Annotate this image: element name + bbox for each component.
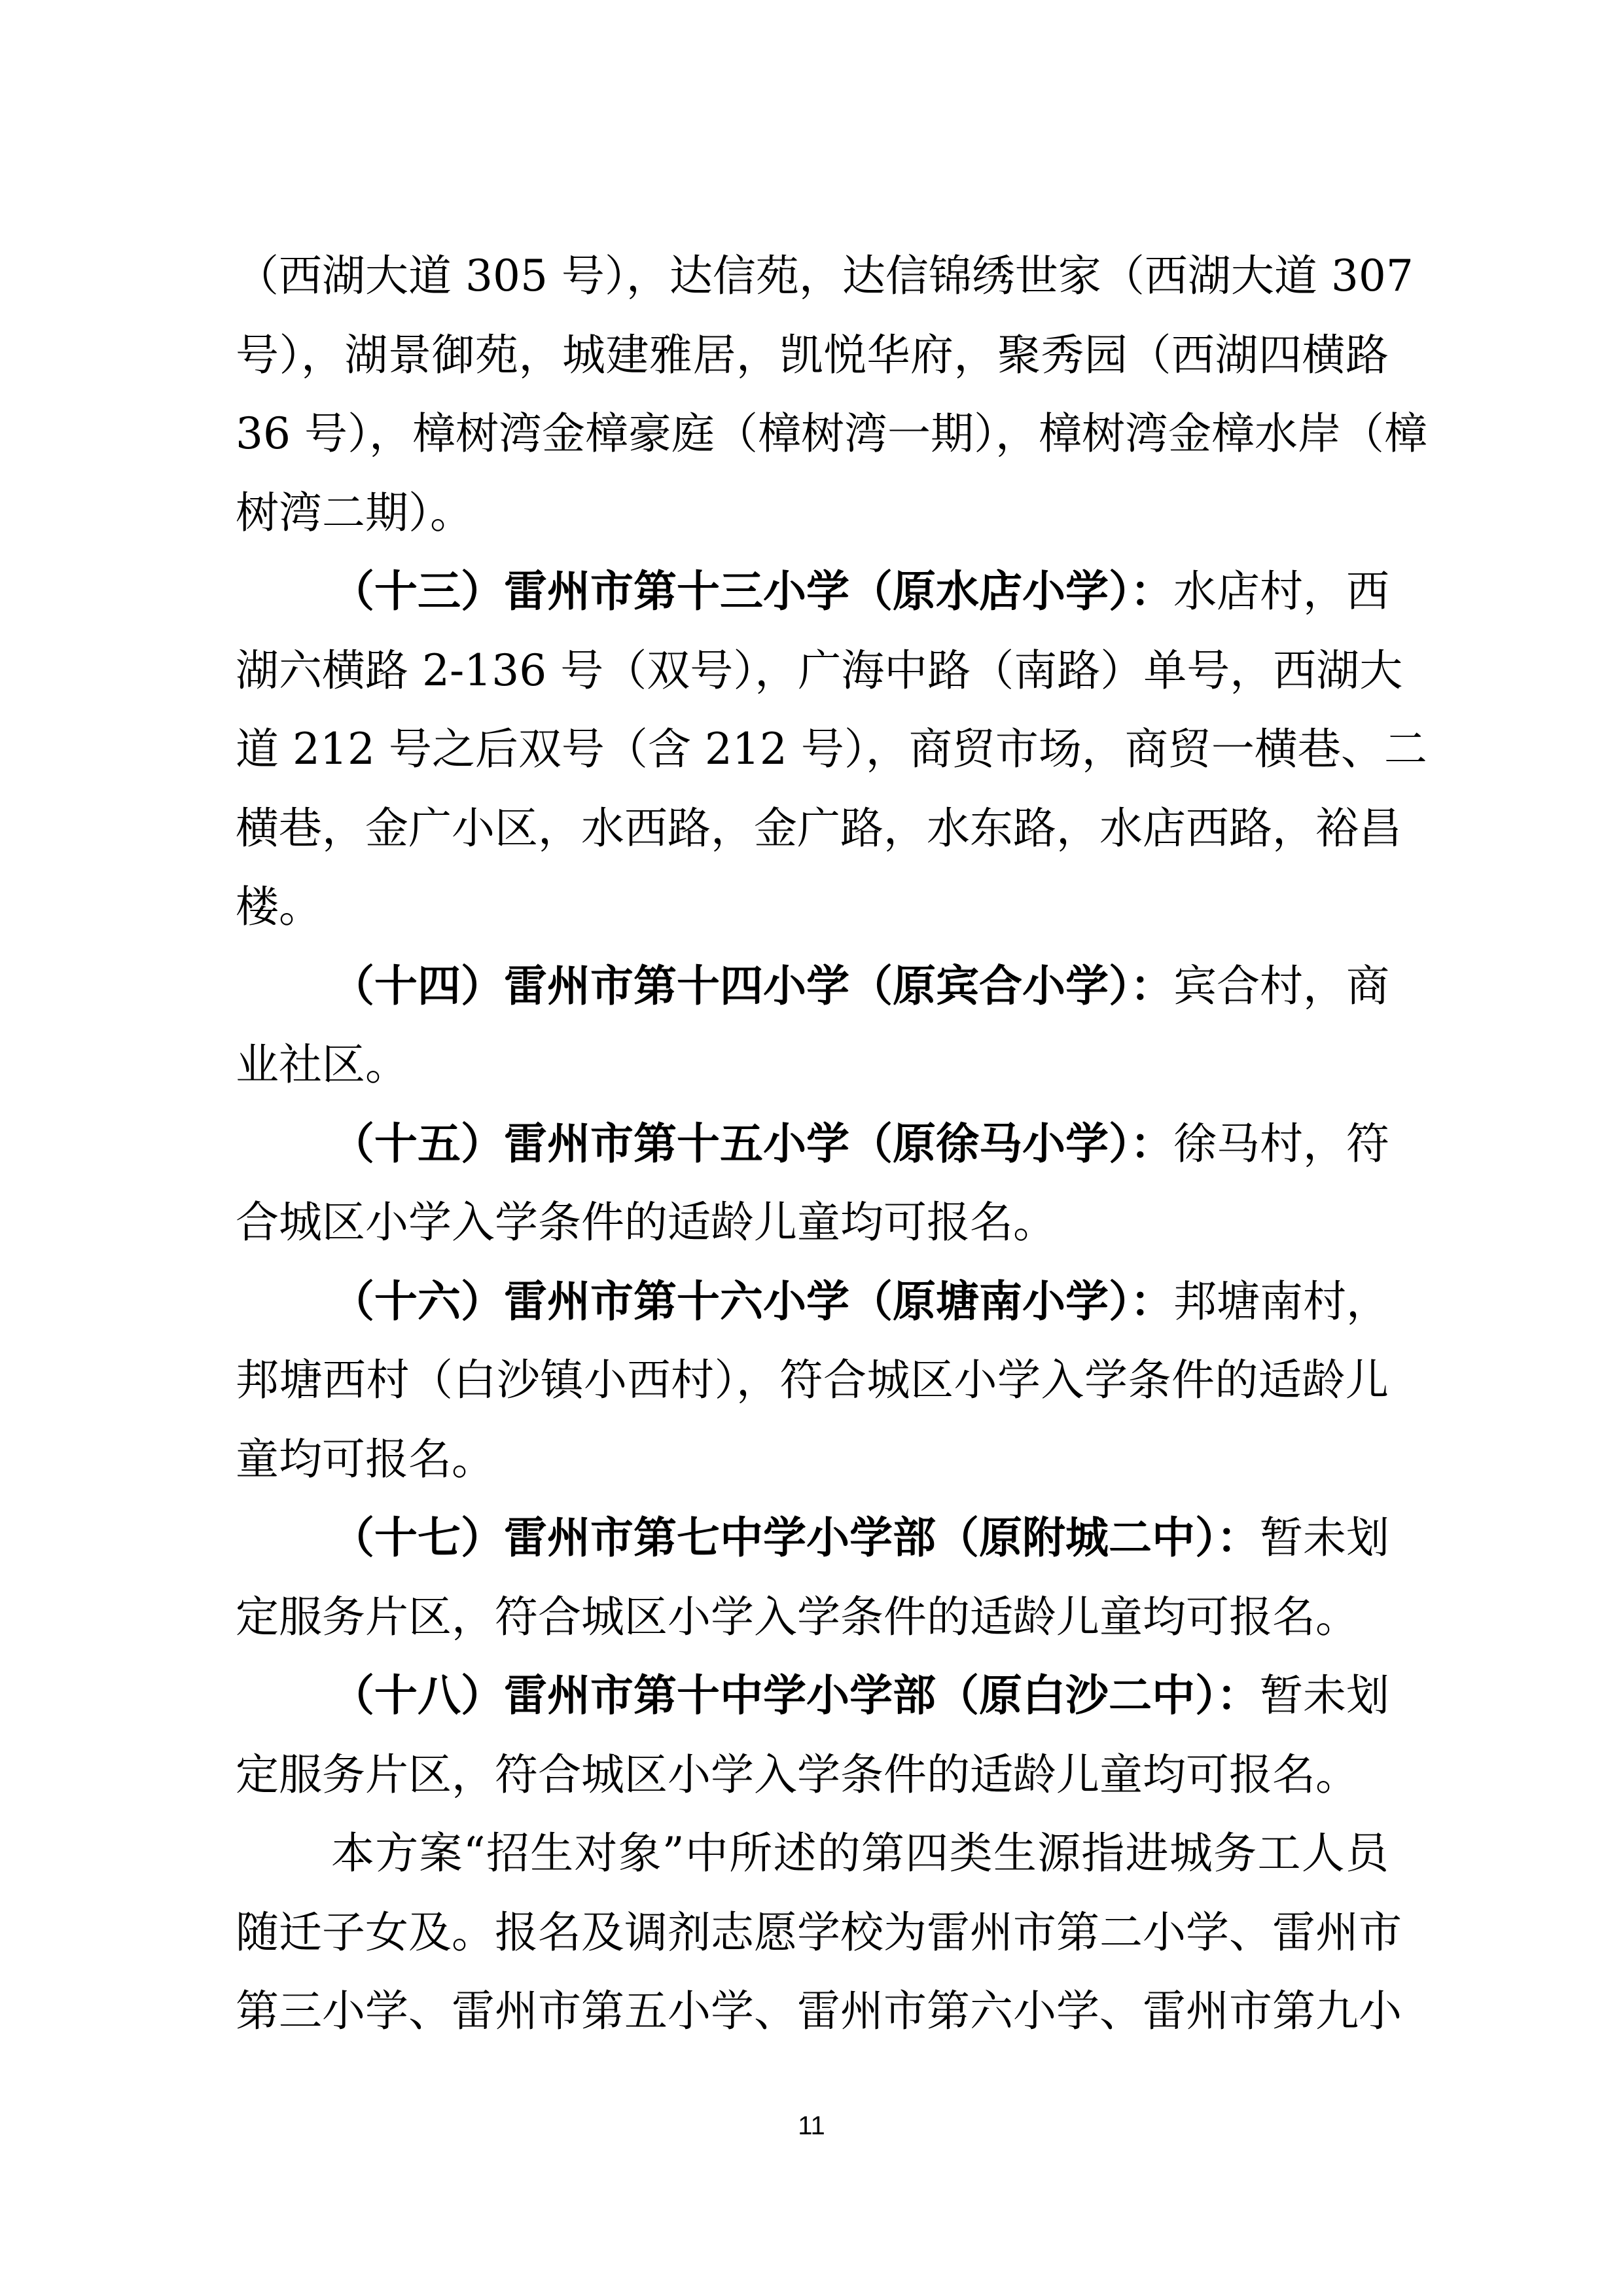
text-line: 道 212 号之后双号（含 212 号），商贸市场，商贸一横巷、二 — [236, 724, 1427, 774]
text-run: 暂未划 — [1260, 1513, 1389, 1563]
text-line — [236, 1657, 1389, 1736]
school-heading: （十七）雷州市第七中学小学部（原附城二中）： — [331, 1513, 1260, 1563]
paragraph-school-15 — [236, 1105, 1389, 1263]
paragraph-migrant-children — [236, 1814, 1402, 2051]
paragraph-school-16 — [236, 1263, 1389, 1499]
text-run: 宾合村，商 — [1173, 960, 1389, 1011]
text-line: （西湖大道 305 号），达信苑，达信锦绣世家（西湖大道 307 — [236, 251, 1414, 301]
text-line: 业社区。 — [236, 1039, 408, 1090]
text-line: 湖六横路 2-136 号（双号），广海中路（南路）单号，西湖大 — [236, 645, 1403, 696]
school-heading: （十三）雷州市第十三小学（原水店小学）： — [331, 566, 1173, 617]
text-line — [236, 552, 1389, 632]
text-line: 本方案“招生对象”中所述的第四类生源指进城务工人员 — [331, 1828, 1389, 1878]
text-line: 横巷，金广小区，水西路，金广路，水东路，水店西路，裕昌 — [236, 802, 1402, 853]
text-line — [236, 1105, 1389, 1184]
text-line: 36 号），樟树湾金樟豪庭（樟树湾一期），樟树湾金樟水岸（樟 — [236, 408, 1427, 459]
text-line: 号），湖景御苑，城建雅居，凯悦华府，聚秀园（西湖四横路 — [236, 329, 1389, 380]
text-run: 暂未划 — [1260, 1670, 1389, 1721]
text-line — [236, 1499, 1389, 1578]
text-line: 第三小学、雷州市第五小学、雷州市第六小学、雷州市第九小 — [236, 1986, 1402, 2036]
text-line — [236, 1263, 1389, 1342]
school-heading: （十四）雷州市第十四小学（原宾合小学）： — [331, 960, 1173, 1011]
paragraph-school-13 — [236, 552, 1427, 947]
text-line: 树湾二期）。 — [236, 487, 473, 538]
school-heading: （十五）雷州市第十五小学（原徐马小学）： — [331, 1118, 1173, 1169]
paragraph-school-14 — [236, 947, 1389, 1105]
text-line: 定服务片区，符合城区小学入学条件的适龄儿童均可报名。 — [236, 1749, 1359, 1800]
paragraph-school-18 — [236, 1657, 1389, 1814]
page-number: 11 — [798, 2111, 825, 2140]
text-run: 徐马村，符 — [1173, 1118, 1389, 1169]
paragraph-continuation — [236, 237, 1427, 552]
document-body — [236, 237, 1427, 2051]
text-line: 邦塘西村（白沙镇小西村），符合城区小学入学条件的适龄儿 — [236, 1355, 1389, 1405]
text-line: 定服务片区，符合城区小学入学条件的适龄儿童均可报名。 — [236, 1591, 1359, 1642]
school-heading: （十六）雷州市第十六小学（原塘南小学）： — [331, 1276, 1173, 1327]
text-run: 水店村，西 — [1173, 566, 1389, 617]
text-run: 邦塘南村， — [1173, 1276, 1389, 1327]
text-line: 楼。 — [236, 882, 322, 932]
school-heading: （十八）雷州市第十中学小学部（原白沙二中）： — [331, 1670, 1260, 1721]
text-line: 随迁子女及。报名及调剂志愿学校为雷州市第二小学、雷州市 — [236, 1907, 1402, 1958]
text-line: 合城区小学入学条件的适龄儿童均可报名。 — [236, 1197, 1056, 1247]
text-line: 童均可报名。 — [236, 1433, 495, 1484]
paragraph-school-17 — [236, 1499, 1389, 1657]
text-line — [236, 947, 1389, 1026]
